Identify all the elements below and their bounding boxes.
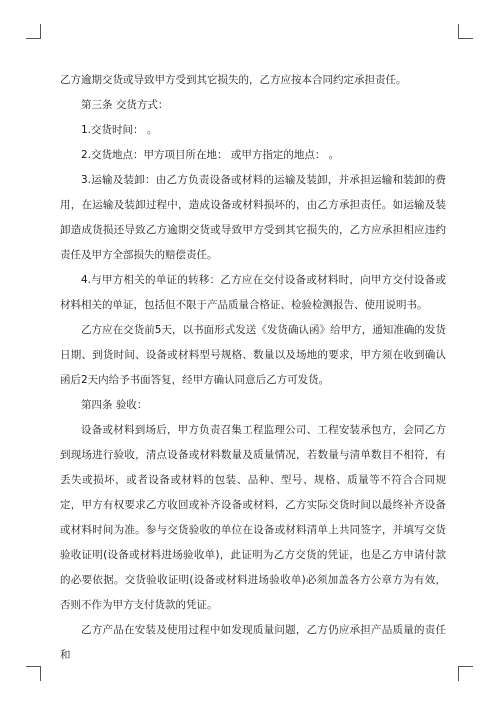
paragraph-transport: 3.运输及装卸：由乙方负责设备或材料的运输及装卸，并承担运输和装卸的费用，在运输及装卸过程中，造成设备或材料损坏的，由乙方承担责任。如运输及装卸造成货损还导致乙方逾期交货或导致甲方受到其它损失的，乙方应承担相应违约责任及甲方全部损失的赔偿责任。 <box>60 174 446 261</box>
crop-mark-top-left <box>26 24 41 39</box>
paragraph-continuation: 乙方逾期交货或导致甲方受到其它损失的，乙方应按本合同约定承担责任。 <box>60 74 407 86</box>
heading-article-3: 第三条 交货方式： <box>81 99 169 111</box>
document-body <box>60 68 446 668</box>
heading-article-4: 第四条 验收： <box>81 399 148 411</box>
paragraph-delivery-time: 1.交货时间： 。 <box>81 124 158 136</box>
paragraph-shipping-notice: 乙方应在交货前5天，以书面形式发送《发货确认函》给甲方，通知准确的发货日期、到货时间、设备或材料型号规格、数量以及场地的要求，甲方须在收到确认函后2天内给予书面答复，经甲方确认同意后乙方可发货。 <box>60 324 446 386</box>
crop-mark-bottom-left <box>26 666 41 681</box>
paragraph-acceptance: 设备或材料到场后，甲方负责召集工程监理公司、工程安装承包方，会同乙方到现场进行验收，清点设备或材料数量及质量情况，若数量与清单数目不相符，有丢失或损坏，或者设备或材料的包装、品种、型号、规格、质量等不符合合同规定，甲方有权要求乙方收回或补齐设备或材料，乙方实际交货时间以最终补齐设备或材料时间为准。参与交货验收的单位在设备或材料清单上共同签字，并填写交货验收证明(设备或材料进场验收单)，此证明为乙方交货的凭证，也是乙方申请付款的必要依据。交货验收证明(设备或材料进场验收单)必须加盖各方公章方为有效，否则不作为甲方支付货款的凭证。 <box>60 424 446 611</box>
paragraph-documents: 4.与甲方相关的单证的转移：乙方应在交付设备或材料时，向甲方交付设备或材料相关的单证，包括但不限于产品质量合格证、检验检测报告、使用说明书。 <box>60 274 446 311</box>
crop-mark-bottom-right <box>458 666 473 681</box>
paragraph-delivery-location: 2.交货地点：甲方项目所在地： 或甲方指定的地点： 。 <box>81 149 340 161</box>
paragraph-quality: 乙方产品在安装及使用过程中如发现质量问题，乙方仍应承担产品质量的责任和 <box>60 624 446 661</box>
crop-mark-top-right <box>458 24 473 39</box>
